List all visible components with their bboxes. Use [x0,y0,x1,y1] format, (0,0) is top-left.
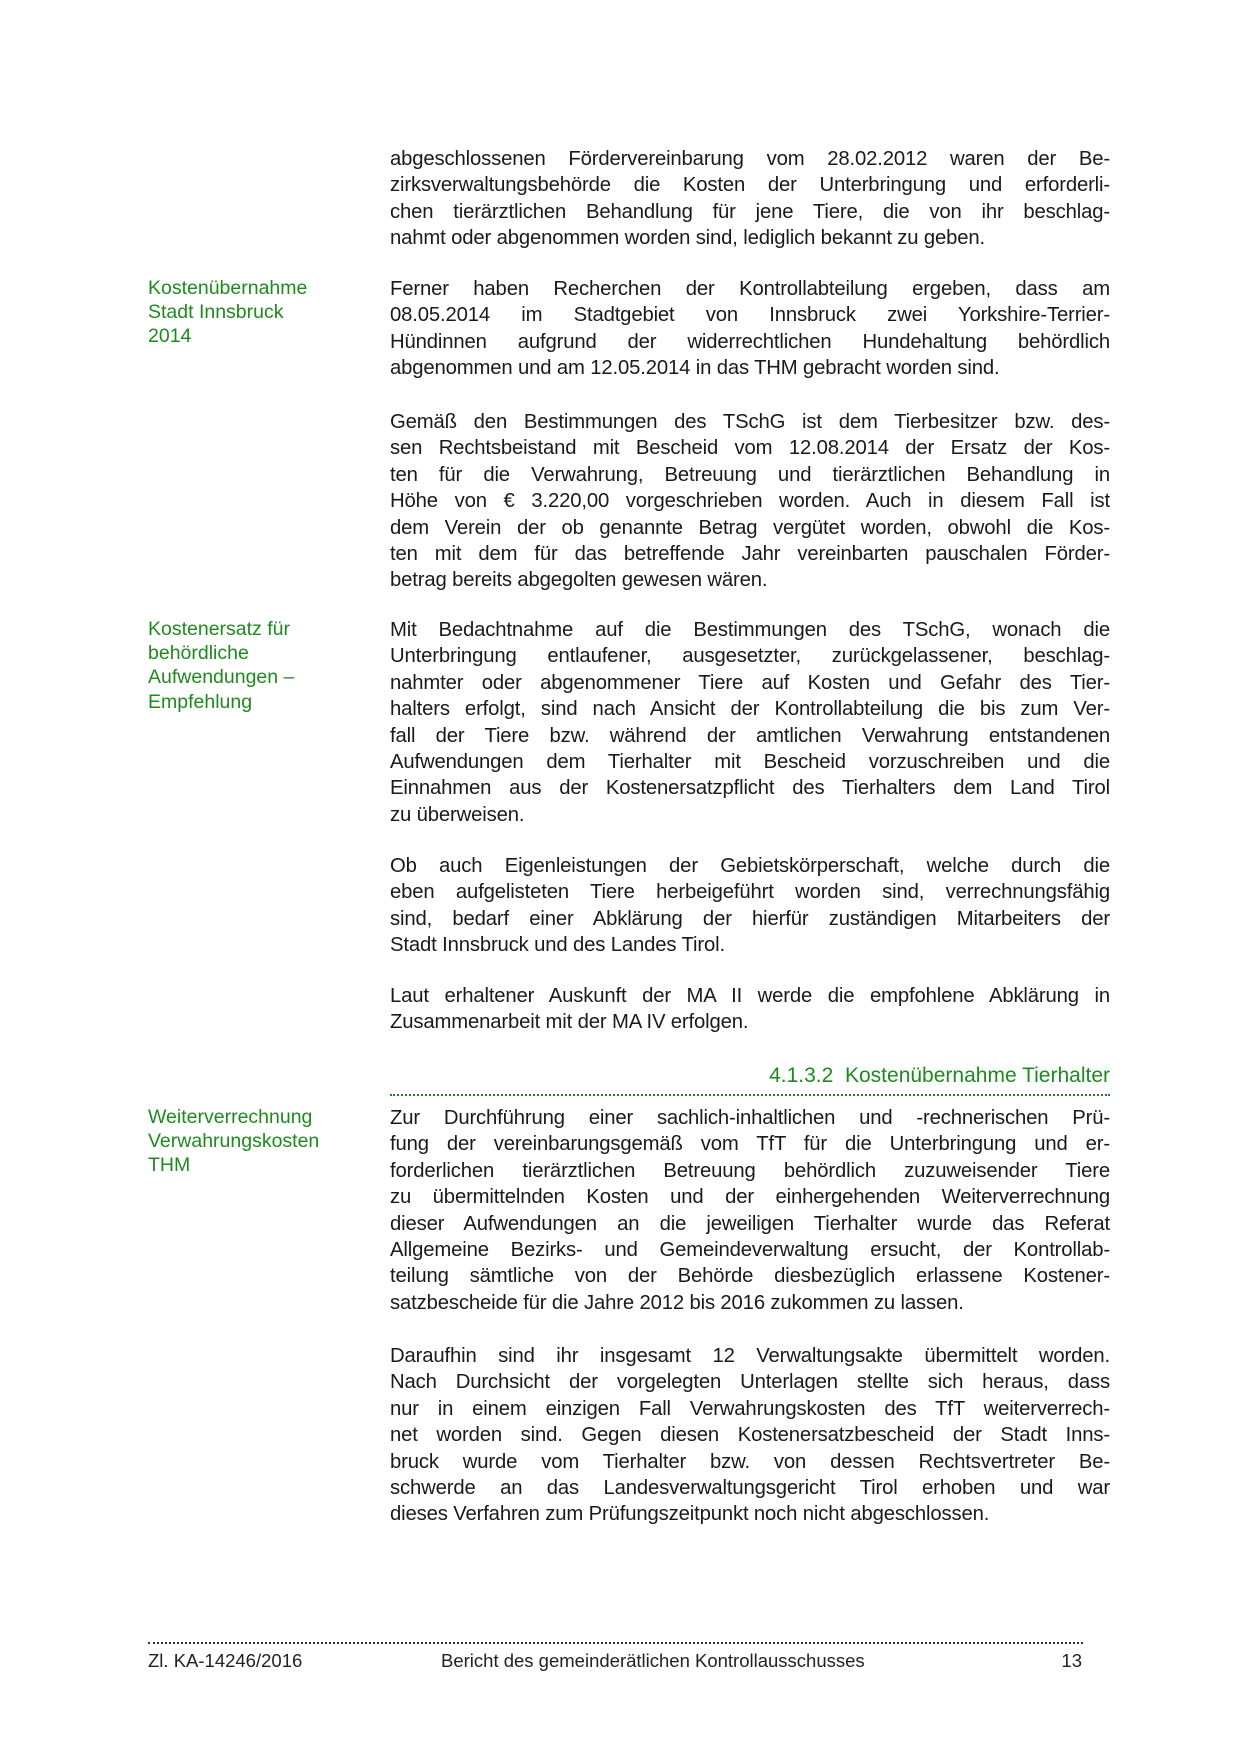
text-line: zirksverwaltungsbehörde die Kosten der Unterbringung und erforderli- [390,174,1110,197]
text-line: bruck wurde vom Tierhalter bzw. von dessen Rechtsvertreter Be- [390,1450,1110,1473]
text-line: sen Rechtsbeistand mit Bescheid vom 12.08.2014 der Ersatz der Kos- [390,437,1110,460]
section-title: Kostenübernahme Tierhalter [845,1064,1110,1087]
margin-label-line: Stadt Innsbruck [148,301,284,324]
paragraph-administrative-files [390,1343,1110,1528]
margin-label-forwarding-custody-costs [148,1105,348,1178]
text-line: fung der vereinbarungsgemäß vom TfT für die Unterbringung und er- [390,1133,1110,1156]
text-line: Ob auch Eigenleistungen der Gebietskörperschaft, welche durch die [390,855,1110,877]
text-line: Aufwendungen dem Tierhalter mit Bescheid vorzuschreiben und die [390,751,1110,774]
text-line: satzbescheide für die Jahre 2012 bis 2016 zukommen zu lassen. [390,1291,964,1314]
text-line: Daraufhin sind ihr insgesamt 12 Verwaltungsakte übermittelt worden. [390,1345,1110,1367]
paragraph-tschg-provisions [390,409,1110,594]
margin-label-line: Verwahrungskosten [148,1130,320,1153]
footer-title: Bericht des gemeinderätlichen Kontrollausschusses [441,1650,865,1671]
text-line: nur in einem einzigen Fall Verwahrungskosten des TfT weiterverrech- [390,1397,1110,1420]
text-line: eben aufgelisteten Tiere herbeigeführt worden sind, verrechnungsfähig [390,881,1110,904]
paragraph-audit-request [390,1105,1110,1316]
margin-label-line: Weiterverrechnung [148,1106,313,1128]
margin-label-line: Aufwendungen – [148,666,295,689]
text-line: schwerde an das Landesverwaltungsgericht Tirol erhoben und war [390,1477,1110,1500]
text-line: Unterbringung entlaufener, ausgesetzter, zurückgelassener, beschlag- [390,645,1110,668]
footer-rule [148,1642,1083,1644]
text-line: Hündinnen aufgrund der widerrechtlichen Hundehaltung behördlich [390,330,1110,353]
paragraph-recommendation [390,617,1110,828]
section-number: 4.1.3.2 [769,1064,834,1087]
text-line: 08.05.2014 im Stadtgebiet von Innsbruck zwei Yorkshire-Terrier- [390,304,1110,327]
margin-label-line: 2014 [148,325,192,348]
section-heading [390,1062,1110,1090]
text-line: nahmter oder abgenommener Tiere auf Kosten und Gefahr des Tier- [390,671,1110,694]
margin-label-cost-coverage-innsbruck [148,276,348,349]
text-line: Ferner haben Recherchen der Kontrollabteilung ergeben, dass am [390,278,1110,300]
text-line: Stadt Innsbruck und des Landes Tirol. [390,934,725,957]
text-line: Allgemeine Bezirks- und Gemeindeverwaltung ersucht, der Kontrollab- [390,1239,1110,1262]
text-line: forderlichen tierärztlichen Betreuung behördlich zuzuweisender Tiere [390,1159,1110,1182]
text-line: Zusammenarbeit mit der MA IV erfolgen. [390,1011,749,1034]
text-line: betrag bereits abgegolten gewesen wären. [390,569,768,592]
page-number: 13 [1061,1650,1082,1671]
footer-reference: Zl. KA-14246/2016 [148,1650,303,1671]
text-line: ten mit dem für das betreffende Jahr vereinbarten pauschalen Förder- [390,543,1110,566]
paragraph-research-findings [390,276,1110,382]
text-line: Einnahmen aus der Kostenersatzpflicht des Tierhalters dem Land Tirol [390,777,1110,800]
paragraph-ma-ii-response [390,983,1110,1036]
paragraph-funding-agreement [390,146,1110,252]
margin-label-line: Kostenersatz für [148,618,290,640]
text-line: zu überweisen. [390,803,525,826]
text-line: abgeschlossenen Fördervereinbarung vom 28.02.2012 waren der Be- [390,148,1110,170]
text-line: chen tierärztlichen Behandlung für jene Tiere, die von ihr beschlag- [390,200,1110,223]
text-line: dieser Aufwendungen an die jeweiligen Tierhalter wurde das Referat [390,1212,1110,1235]
text-line: halters erfolgt, sind nach Ansicht der Kontrollabteilung die bis zum Ver- [390,698,1110,721]
text-line: zu übermittelnden Kosten und der einhergehenden Weiterverrechnung [390,1186,1110,1209]
text-line: fall der Tiere bzw. während der amtlichen Verwahrung entstandenen [390,724,1110,747]
text-line: Mit Bedachtnahme auf die Bestimmungen des TSchG, wonach die [390,619,1110,641]
margin-label-line: THM [148,1154,191,1177]
section-heading-rule [390,1094,1110,1096]
text-line: ten für die Verwahrung, Betreuung und tierärztlichen Behandlung in [390,463,1110,486]
text-line: dem Verein der ob genannte Betrag vergütet worden, obwohl die Kos- [390,516,1110,539]
text-line: net worden sind. Gegen diesen Kostenersatzbescheid der Stadt Inns- [390,1424,1110,1447]
paragraph-own-services [390,853,1110,959]
text-line: teilung sämtliche von der Behörde diesbezüglich erlassene Kostener- [390,1265,1110,1288]
margin-label-line: Empfehlung [148,690,253,713]
text-line: sind, bedarf einer Abklärung der hierfür zuständigen Mitarbeiters der [390,907,1110,930]
text-line: Höhe von € 3.220,00 vorgeschrieben worden. Auch in diesem Fall ist [390,490,1110,513]
margin-label-line: Kostenübernahme [148,277,308,299]
text-line: nahmt oder abgenommen worden sind, lediglich bekannt zu geben. [390,227,986,250]
margin-label-cost-reimbursement-recommendation [148,617,348,714]
text-line: dieses Verfahren zum Prüfungszeitpunkt noch nicht abgeschlossen. [390,1503,990,1526]
text-line: abgenommen und am 12.05.2014 in das THM gebracht worden sind. [390,357,1000,380]
text-line: Laut erhaltener Auskunft der MA II werde die empfohlene Abklärung in [390,985,1110,1007]
text-line: Gemäß den Bestimmungen des TSchG ist dem Tierbesitzer bzw. des- [390,411,1110,433]
margin-label-line: behördliche [148,642,249,665]
text-line: Zur Durchführung einer sachlich-inhaltlichen und -rechnerischen Prü- [390,1107,1110,1129]
text-line: Nach Durchsicht der vorgelegten Unterlagen stellte sich heraus, dass [390,1371,1110,1394]
